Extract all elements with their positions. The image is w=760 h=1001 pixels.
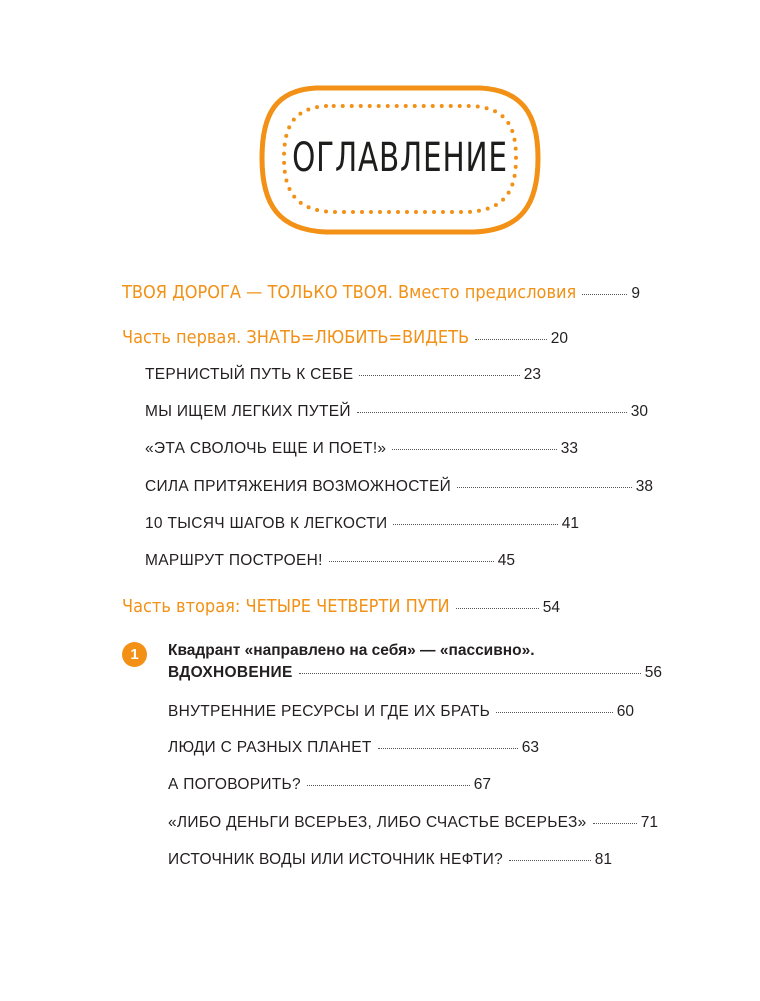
toc-entry-label: «ЭТА СВОЛОЧЬ ЕЩЕ И ПОЕТ!» (145, 440, 387, 457)
toc-entry-label: ВНУТРЕННИЕ РЕСУРСЫ И ГДЕ ИХ БРАТЬ (168, 703, 491, 720)
dot-leader (357, 412, 627, 413)
toc-entry[interactable] (168, 739, 539, 765)
toc-entry-part-one[interactable] (122, 327, 568, 353)
quadrant-number-badge: 1 (122, 642, 147, 667)
dot-leader (509, 860, 591, 861)
toc-entry-part-two[interactable] (122, 596, 560, 622)
dot-leader (307, 785, 470, 786)
toc-page-number: 56 (644, 664, 662, 681)
toc-entry-label: ИСТОЧНИК ВОДЫ ИЛИ ИСТОЧНИК НЕФТИ? (168, 851, 504, 868)
dot-leader (593, 823, 637, 824)
toc-entry-label: «ЛИБО ДЕНЬГИ ВСЕРЬЕЗ, ЛИБО СЧАСТЬЕ ВСЕРЬЕЗ» (168, 814, 587, 831)
toc-entry[interactable] (168, 776, 491, 802)
toc-entry-label: ЛЮДИ С РАЗНЫХ ПЛАНЕТ (168, 739, 372, 756)
toc-entry[interactable] (168, 851, 612, 877)
toc-entry-quadrant-one[interactable] (168, 664, 662, 690)
dot-leader (299, 673, 641, 674)
toc-entry[interactable] (145, 478, 653, 504)
toc-page-number: 67 (473, 776, 491, 793)
toc-entry-label: ВДОХНОВЕНИЕ (168, 664, 293, 681)
toc-entry-label: Часть первая. ЗНАТЬ=ЛЮБИТЬ=ВИДЕТЬ (122, 327, 470, 348)
toc-entry-label: 10 ТЫСЯЧ ШАГОВ К ЛЕГКОСТИ (145, 515, 388, 532)
toc-entry[interactable] (168, 814, 658, 840)
toc-page-number: 30 (630, 403, 648, 420)
dot-leader (392, 449, 556, 450)
dot-leader (359, 375, 519, 376)
toc-page-number: 45 (497, 552, 515, 569)
dot-leader (582, 294, 627, 295)
toc-page-number: 71 (640, 814, 658, 831)
dot-leader (378, 748, 518, 749)
toc-page-number: 20 (550, 330, 568, 347)
page-title: ОГЛАВЛЕНИЕ (292, 135, 508, 181)
quadrant-title-line: Квадрант «направлено на себя» — «пассивно». (168, 642, 535, 659)
toc-entry-label: ТЕРНИСТЫЙ ПУТЬ К СЕБЕ (145, 366, 354, 383)
toc-entry-label: МЫ ИЩЕМ ЛЕГКИХ ПУТЕЙ (145, 403, 351, 420)
toc-page-number: 33 (560, 440, 578, 457)
toc-page-number: 81 (594, 851, 612, 868)
toc-page-number: 23 (523, 366, 541, 383)
toc-entry-preface[interactable] (122, 282, 640, 308)
dot-leader (329, 561, 494, 562)
dot-leader (393, 524, 557, 525)
dot-leader (457, 487, 632, 488)
toc-entry-label: СИЛА ПРИТЯЖЕНИЯ ВОЗМОЖНОСТЕЙ (145, 478, 452, 495)
toc-page-number: 38 (635, 478, 653, 495)
toc-entry[interactable] (145, 552, 515, 578)
toc-entry[interactable] (145, 403, 648, 429)
toc-entry-label: МАРШРУТ ПОСТРОЕН! (145, 552, 323, 569)
toc-entry[interactable] (145, 366, 541, 392)
dot-leader (496, 712, 613, 713)
toc-page-number: 9 (631, 285, 640, 302)
toc-entry[interactable] (168, 703, 634, 729)
toc-entry[interactable] (145, 440, 578, 466)
toc-entry[interactable] (145, 515, 579, 541)
toc-entry-label: Часть вторая: ЧЕТЫРЕ ЧЕТВЕРТИ ПУТИ (122, 596, 450, 617)
toc-page-number: 63 (521, 739, 539, 756)
toc-page-number: 60 (616, 703, 634, 720)
toc-entry-label: ТВОЯ ДОРОГА — ТОЛЬКО ТВОЯ. Вместо предисловия (122, 282, 577, 303)
dot-leader (456, 608, 539, 609)
toc-entry-label: А ПОГОВОРИТЬ? (168, 776, 301, 793)
toc-page-number: 54 (542, 599, 560, 616)
toc-page-number: 41 (561, 515, 579, 532)
dot-leader (475, 339, 547, 340)
